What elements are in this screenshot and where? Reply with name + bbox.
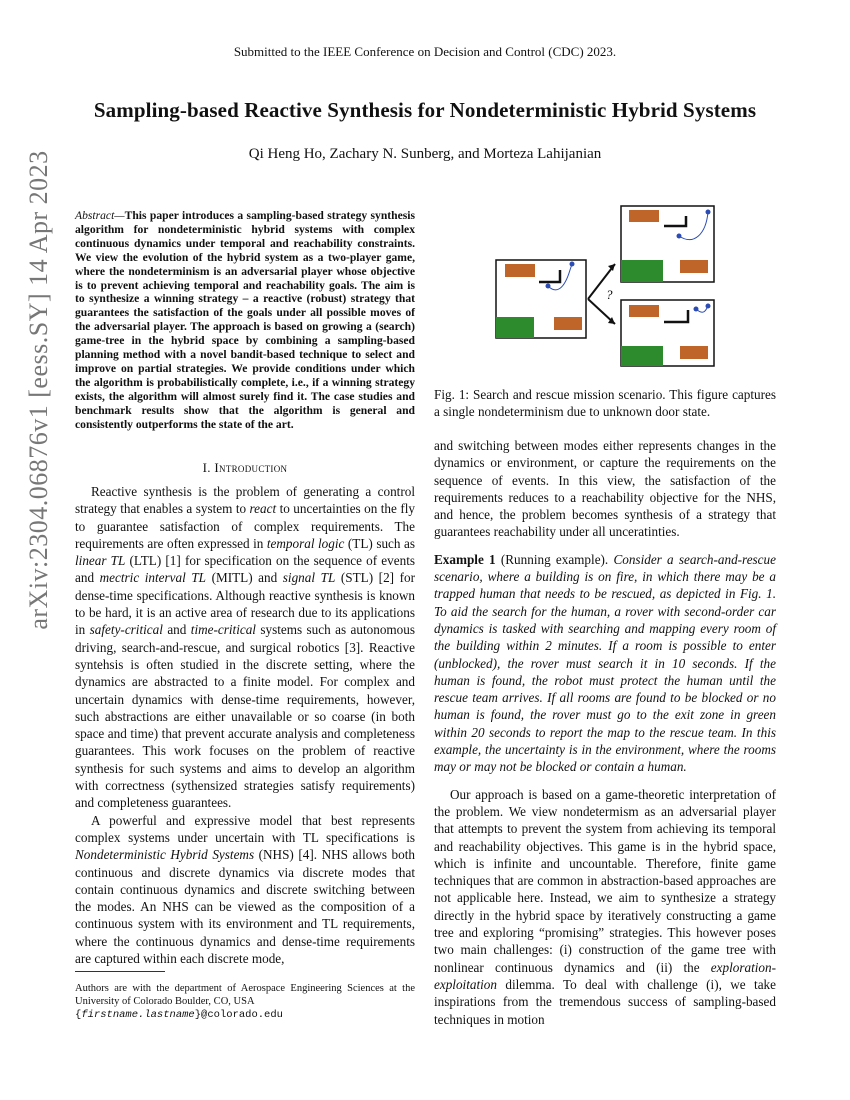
- example-1: Example 1 (Running example). Consider a search-and-rescue scenario, where a building is on fire, in which there may be a trapped human that needs to be rescued, as depicted in Fig. 1. To aid the search for the human, a rover with second-order car dynamics is tasked with searching and mapping every room of the building within 2 minutes. If a room is possible to enter (unblocked), the rover must search it in 10 seconds. If the human is found, the robot must protect the human until the rescue team arrives. If all rooms are found to be blocked or no human is found, the rover must go to the exit zone in green within 20 seconds to report the map to the rescue team. In this example, the uncertainty is in the environment, where the rooms may or may not be blocked or contain a human.: [434, 551, 776, 775]
- figure-label: Fig. 1:: [434, 387, 470, 402]
- figure-1-illustration: [494, 204, 724, 370]
- scenario-panel-door-closed: [621, 300, 714, 366]
- continuation-paragraph: and switching between modes either represents changes in the dynamics or environment, or capture the requirements on the sequence of events. In this view, the satisfaction of the requirements reduces to a reachability objective for the NHS, and hence, the problem becomes synthesis of a strategy that guarantees reachability under all unceratinties.: [434, 438, 776, 540]
- section-title: Introduction: [214, 460, 288, 475]
- arxiv-sidebar: [14, 150, 54, 630]
- intro-paragraph-2: A powerful and expressive model that best represents complex systems under uncertain with TL specifications is Nondeterministic Hybrid Systems (NHS) [4]. NHS allows both continuous and discrete dynamics via discrete modes that contain continuous dynamics and discrete switching between the modes. An NHS can be viewed as the composition of a continuous system with its environment and TL requirements, where the continuous dynamics and dense-time requirements are captured within each discrete mode,: [75, 812, 415, 967]
- author-footnote: Authors are with the department of Aerospace Engineering Sciences at the University of Colorado Boulder, CO, USA {firstname.lastname}@colorado.edu: [75, 983, 415, 1021]
- scenario-panel-door-open: [621, 206, 714, 282]
- abstract-text: This paper introduces a sampling-based strategy synthesis algorithm for nondeterministic hybrid systems with complex continuous dynamics under temporal and reachability constraints. We view the evolution of the hybrid system as a two-player game, where the nondeterminism is an adversarial player whose objective is to prevent achieving temporal and reachability goals. The aim is to synthesize a winning strategy – a reactive (robust) strategy that guarantees the satisfaction of the goals under all possible moves of the adversarial player. The approach is based on growing a (search) game-tree in the hybrid space by combining a sampling-based planning method with a novel bandit-based technique to select and improve on partial strategies. We provide conditions under which the algorithm is probabilistically complete, i.e., if a winning strategy exists, the algorithm will almost surely find it. The case studies and benchmark results show that the algorithm is general and consistently outperforms the state of the art.: [75, 209, 415, 431]
- branch-arrows: [588, 264, 615, 324]
- left-column-body: [75, 483, 415, 967]
- section-heading-introduction: I. Introduction: [202, 460, 288, 475]
- intro-paragraph-1: Reactive synthesis is the problem of generating a control strategy that enables a system to react to uncertainties on the fly to guarantee satisfaction of complex requirements. The requirements are often expressed in temporal logic (TL) such as linear TL (LTL) [1] for specification on the sequence of events and mectric interval TL (MITL) and signal TL (STL) [2] for dense-time specifications. Although reactive synthesis is known to be hard, it is an active area of research due to its applications in safety-critical and time-critical systems such as autonomous driving, search-and-rescue, and surgical robotics [3]. Reactive syntehsis is often studied in the discrete setting, where the dynamics are abstracted to a finite model. For complex and uncertain dynamics with dense-time requirements, however, such abstractions are either unavailable or so coarse (in both space and time) that prevent accurate analysis and completeness guarantees. This work focuses on the problem of reactive synthesis for such systems and aims to develop an algorithm with correctness (sythensized strategies satisfy requirements) and completeness guarantees.: [75, 484, 416, 811]
- author-email[interactable]: @colorado.edu: [201, 1009, 283, 1021]
- author-list: Qi Heng Ho, Zachary N. Sunberg, and Morteza Lahijanian: [248, 146, 602, 162]
- arxiv-identifier[interactable]: arXiv:2304.06876v1 [eess.SY] 14 Apr 2023: [24, 150, 53, 630]
- conference-header: Submitted to the IEEE Conference on Decision and Control (CDC) 2023.: [233, 44, 617, 59]
- footnote-divider: [75, 971, 165, 972]
- figure-1-caption: Fig. 1: Search and rescue mission scenario. This figure captures a single nondeterminism due to unknown door state.: [434, 387, 777, 420]
- nondeterminism-question-mark: ?: [606, 287, 613, 302]
- abstract-label: Abstract: [75, 209, 115, 222]
- abstract: Abstract—This paper introduces a sampling-based strategy synthesis algorithm for nondeterministic hybrid systems with complex continuous dynamics under temporal and reachability constraints. We view the evolution of the hybrid system as a two-player game, where the nondeterminism is an adversarial player whose objective is to prevent achieving temporal and reachability goals. The aim is to synthesize a winning strategy – a reactive (robust) strategy that guarantees the satisfaction of the goals under all possible moves of the adversarial player. The approach is based on growing a (search) game-tree in the hybrid space by combining a sampling-based planning method with a novel bandit-based technique to select and improve on partial strategies. We provide conditions under which the algorithm is probabilistically complete, i.e., if a winning strategy exists, the algorithm will almost surely find it. The case studies and benchmark results show that the algorithm is general and consistently outperforms the state of the art.: [75, 209, 415, 431]
- paper-title: Sampling-based Reactive Synthesis for Nondeterministic Hybrid Systems: [93, 98, 757, 122]
- right-column-body: [434, 437, 776, 1028]
- approach-paragraph: Our approach is based on a game-theoretic interpretation of the problem. We view nondetermism as an adversarial player that attempts to prevent the system from achieving its temporal and reachability objectives. This game is in the hybrid space, which is infinite and uncountable. Therefore, finite game techniques that are common in abstraction-based approaches are not applicable here. Instead, we aim to synthesize a strategy directly in the hybrid space by iteratively constructing a game tree and exploring “promising” strategies. This however poses two main challenges: (i) construction of the game tree with nonlinear continuous dynamics and (ii) the exploration-exploitation dilemma. To deal with challenge (i), we take inspirations from the tremendous success of sampling-based techniques in motion: [434, 786, 776, 1027]
- scenario-panel-initial: [496, 260, 586, 338]
